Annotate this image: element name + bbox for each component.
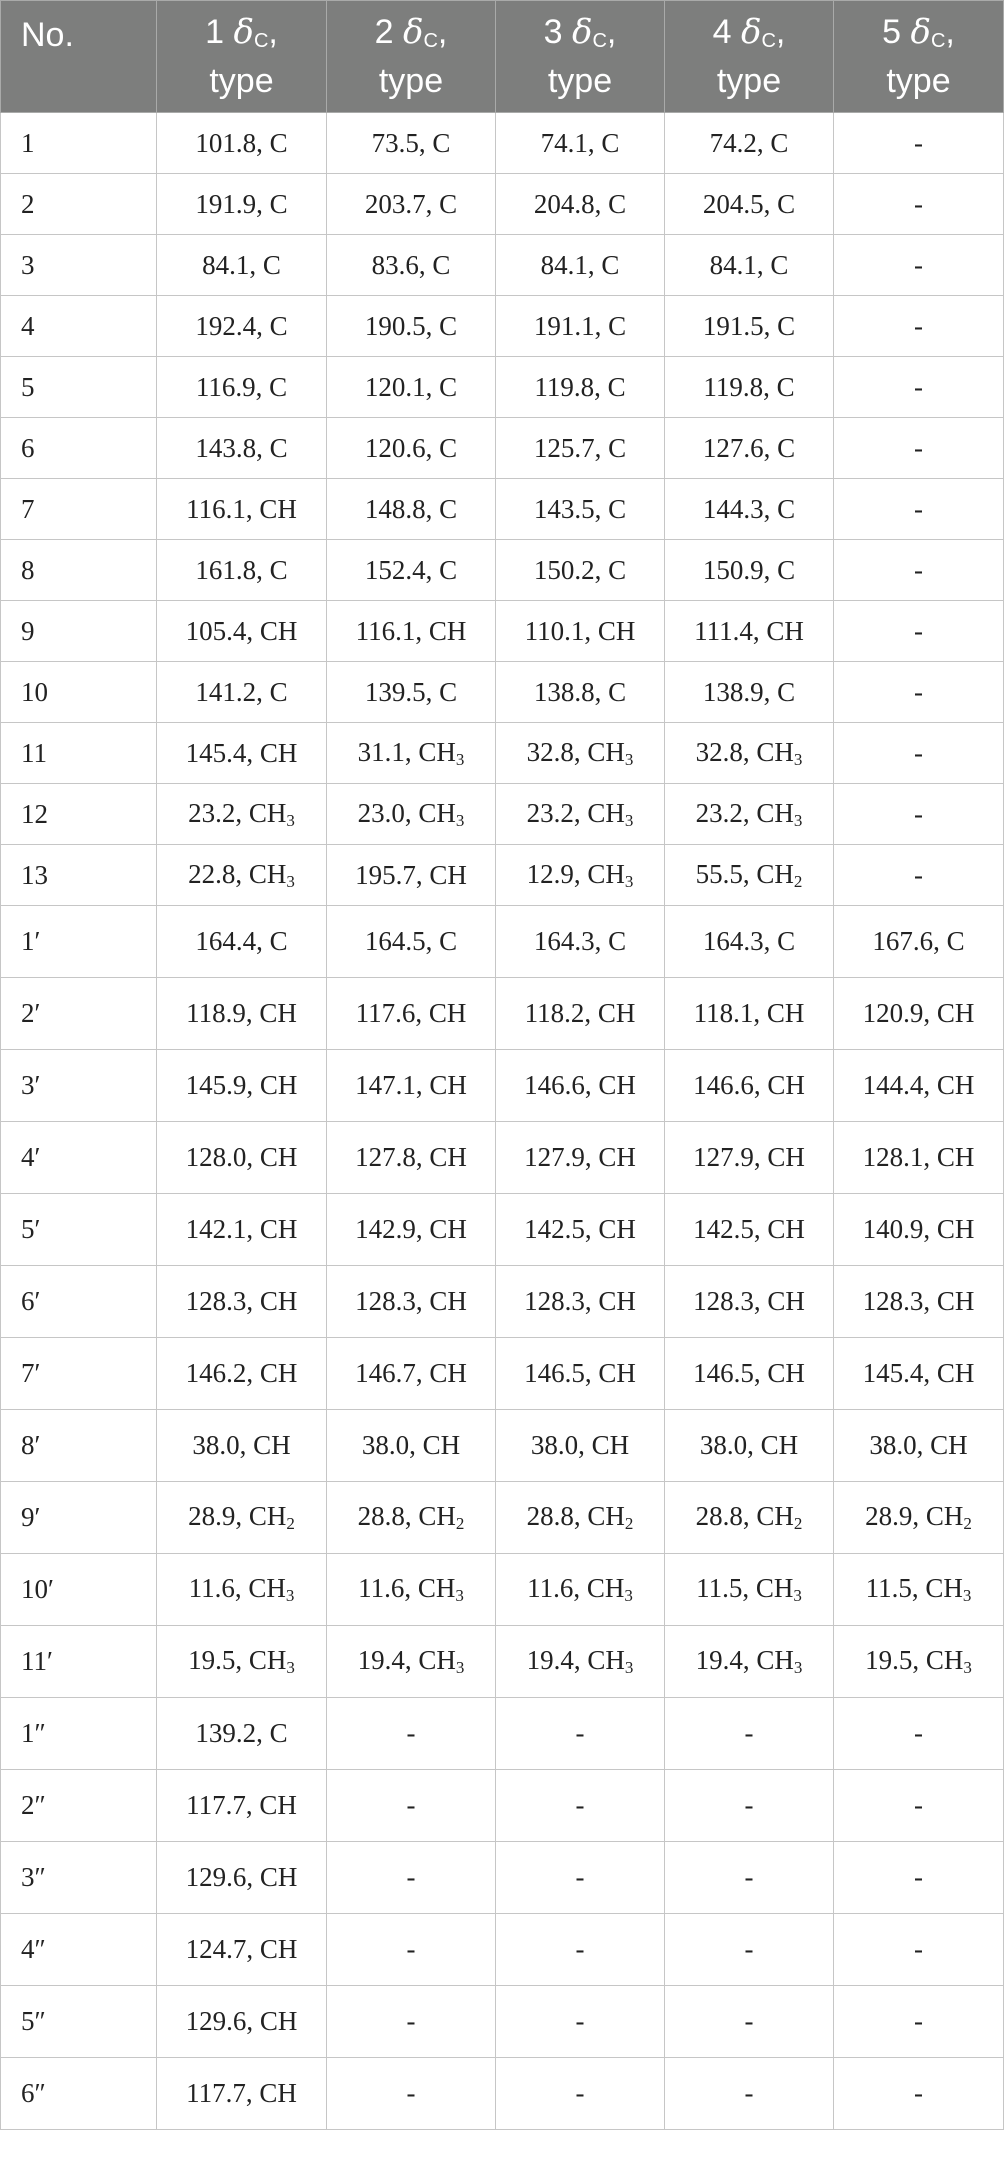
shift-value-cell: - bbox=[665, 1842, 834, 1914]
header-comma: , bbox=[945, 13, 955, 51]
position-number-cell: 7 bbox=[1, 479, 157, 540]
shift-value-cell: - bbox=[834, 1842, 1004, 1914]
shift-value-cell: 147.1, CH bbox=[327, 1050, 496, 1122]
position-number-cell: 10 bbox=[1, 662, 157, 723]
shift-value-cell: - bbox=[834, 1698, 1004, 1770]
shift-value-cell: - bbox=[834, 2058, 1004, 2130]
header-compound-4 bbox=[665, 1, 834, 113]
shift-value-cell: 141.2, C bbox=[157, 662, 327, 723]
shift-value-cell: - bbox=[834, 784, 1004, 845]
shift-value-cell: 127.8, CH bbox=[327, 1122, 496, 1194]
position-number-cell: 5′ bbox=[1, 1194, 157, 1266]
shift-value-cell: - bbox=[665, 1770, 834, 1842]
shift-value-cell: 152.4, C bbox=[327, 540, 496, 601]
shift-value-cell: 125.7, C bbox=[496, 418, 665, 479]
table-row bbox=[1, 662, 1004, 723]
header-compound-2 bbox=[327, 1, 496, 113]
shift-value-cell: - bbox=[496, 1914, 665, 1986]
shift-value-cell: 146.5, CH bbox=[496, 1338, 665, 1410]
table-row bbox=[1, 845, 1004, 906]
shift-value-cell: 83.6, C bbox=[327, 235, 496, 296]
shift-value-cell: 28.9, $CH_2$ bbox=[157, 1482, 327, 1554]
delta-subscript: C bbox=[930, 30, 946, 52]
table-row bbox=[1, 1482, 1004, 1554]
shift-value-cell: 38.0, CH bbox=[496, 1410, 665, 1482]
table-row bbox=[1, 1770, 1004, 1842]
shift-value-cell: 19.5, $CH_3$ bbox=[834, 1626, 1004, 1698]
position-number-cell: 7′ bbox=[1, 1338, 157, 1410]
shift-value-cell: 128.0, CH bbox=[157, 1122, 327, 1194]
table-row bbox=[1, 1266, 1004, 1338]
shift-value-cell: 118.9, CH bbox=[157, 978, 327, 1050]
shift-value-cell: 74.1, C bbox=[496, 113, 665, 174]
shift-value-cell: 23.0, $CH_3$ bbox=[327, 784, 496, 845]
table-row bbox=[1, 1410, 1004, 1482]
table-row bbox=[1, 113, 1004, 174]
shift-value-cell: 144.3, C bbox=[665, 479, 834, 540]
shift-value-cell: 11.5, $CH_3$ bbox=[665, 1554, 834, 1626]
shift-value-cell: 128.3, CH bbox=[157, 1266, 327, 1338]
position-number-cell: 6′ bbox=[1, 1266, 157, 1338]
shift-value-cell: - bbox=[327, 2058, 496, 2130]
shift-value-cell: 19.4, $CH_3$ bbox=[327, 1626, 496, 1698]
shift-value-cell: - bbox=[834, 235, 1004, 296]
shift-value-cell: - bbox=[834, 1770, 1004, 1842]
shift-value-cell: - bbox=[496, 1842, 665, 1914]
shift-value-cell: 120.1, C bbox=[327, 357, 496, 418]
shift-value-cell: 129.6, CH bbox=[157, 1986, 327, 2058]
position-number-cell: 4′ bbox=[1, 1122, 157, 1194]
shift-value-cell: - bbox=[496, 2058, 665, 2130]
shift-value-cell: - bbox=[834, 540, 1004, 601]
shift-value-cell: - bbox=[496, 1770, 665, 1842]
shift-value-cell: 120.6, C bbox=[327, 418, 496, 479]
shift-value-cell: 19.4, $CH_3$ bbox=[665, 1626, 834, 1698]
position-number-cell: 12 bbox=[1, 784, 157, 845]
shift-value-cell: 116.1, CH bbox=[157, 479, 327, 540]
shift-value-cell: 140.9, CH bbox=[834, 1194, 1004, 1266]
shift-value-cell: 145.4, CH bbox=[157, 723, 327, 784]
shift-value-cell: 145.4, CH bbox=[834, 1338, 1004, 1410]
table-row bbox=[1, 1626, 1004, 1698]
shift-value-cell: 150.9, C bbox=[665, 540, 834, 601]
shift-value-cell: 84.1, C bbox=[157, 235, 327, 296]
shift-value-cell: - bbox=[327, 1770, 496, 1842]
delta-subscript: C bbox=[592, 30, 607, 52]
position-number-cell: 4 bbox=[1, 296, 157, 357]
shift-value-cell: 55.5, $CH_2$ bbox=[665, 845, 834, 906]
shift-value-cell: 192.4, C bbox=[157, 296, 327, 357]
table-row bbox=[1, 906, 1004, 978]
shift-value-cell: 12.9, $CH_3$ bbox=[496, 845, 665, 906]
shift-value-cell: 146.6, CH bbox=[665, 1050, 834, 1122]
delta-symbol: δ bbox=[910, 12, 931, 52]
header-type: type bbox=[716, 62, 782, 100]
header-comma: , bbox=[268, 13, 278, 51]
position-number-cell: 8′ bbox=[1, 1410, 157, 1482]
position-number-cell: 3″ bbox=[1, 1842, 157, 1914]
shift-value-cell: - bbox=[665, 1986, 834, 2058]
header-no: No. bbox=[1, 1, 157, 113]
header-type: type bbox=[547, 62, 613, 100]
shift-value-cell: 23.2, $CH_3$ bbox=[665, 784, 834, 845]
shift-value-cell: - bbox=[834, 174, 1004, 235]
compound-number: 5 bbox=[882, 13, 902, 51]
shift-value-cell: 204.8, C bbox=[496, 174, 665, 235]
shift-value-cell: 128.3, CH bbox=[665, 1266, 834, 1338]
shift-value-cell: 138.8, C bbox=[496, 662, 665, 723]
table-row bbox=[1, 1914, 1004, 1986]
shift-value-cell: - bbox=[834, 113, 1004, 174]
table-row bbox=[1, 978, 1004, 1050]
shift-value-cell: 142.1, CH bbox=[157, 1194, 327, 1266]
header-comma: , bbox=[606, 13, 617, 51]
shift-value-cell: 31.1, $CH_3$ bbox=[327, 723, 496, 784]
shift-value-cell: 164.4, C bbox=[157, 906, 327, 978]
shift-value-cell: 116.9, C bbox=[157, 357, 327, 418]
shift-value-cell: 143.5, C bbox=[496, 479, 665, 540]
header-compound-1 bbox=[157, 1, 327, 113]
position-number-cell: 1″ bbox=[1, 1698, 157, 1770]
table-header bbox=[1, 1, 1004, 113]
shift-value-cell: 119.8, C bbox=[496, 357, 665, 418]
shift-value-cell: 129.6, CH bbox=[157, 1842, 327, 1914]
shift-value-cell: 190.5, C bbox=[327, 296, 496, 357]
delta-subscript: C bbox=[253, 30, 269, 52]
position-number-cell: 10′ bbox=[1, 1554, 157, 1626]
shift-value-cell: 164.5, C bbox=[327, 906, 496, 978]
shift-value-cell: - bbox=[327, 1842, 496, 1914]
compound-number: 1 bbox=[205, 13, 225, 51]
shift-value-cell: - bbox=[834, 1986, 1004, 2058]
shift-value-cell: - bbox=[834, 723, 1004, 784]
shift-value-cell: 118.2, CH bbox=[496, 978, 665, 1050]
position-number-cell: 11′ bbox=[1, 1626, 157, 1698]
table-row bbox=[1, 1842, 1004, 1914]
shift-value-cell: 32.8, $CH_3$ bbox=[496, 723, 665, 784]
shift-value-cell: 142.5, CH bbox=[496, 1194, 665, 1266]
shift-value-cell: - bbox=[834, 601, 1004, 662]
shift-value-cell: 28.8, $CH_2$ bbox=[496, 1482, 665, 1554]
shift-value-cell: 128.3, CH bbox=[834, 1266, 1004, 1338]
shift-value-cell: 139.2, C bbox=[157, 1698, 327, 1770]
shift-value-cell: - bbox=[496, 1698, 665, 1770]
shift-value-cell: 146.2, CH bbox=[157, 1338, 327, 1410]
shift-value-cell: 38.0, CH bbox=[327, 1410, 496, 1482]
shift-value-cell: 146.6, CH bbox=[496, 1050, 665, 1122]
shift-value-cell: - bbox=[665, 1698, 834, 1770]
table-row bbox=[1, 723, 1004, 784]
table-row bbox=[1, 601, 1004, 662]
header-comma: , bbox=[775, 13, 786, 51]
shift-value-cell: 38.0, CH bbox=[834, 1410, 1004, 1482]
shift-value-cell: 19.5, $CH_3$ bbox=[157, 1626, 327, 1698]
compound-number: 2 bbox=[374, 13, 394, 51]
table-body bbox=[1, 113, 1004, 2130]
shift-value-cell: 161.8, C bbox=[157, 540, 327, 601]
shift-value-cell: 23.2, $CH_3$ bbox=[496, 784, 665, 845]
shift-value-cell: 128.1, CH bbox=[834, 1122, 1004, 1194]
header-comma: , bbox=[437, 13, 448, 51]
shift-value-cell: 11.5, $CH_3$ bbox=[834, 1554, 1004, 1626]
shift-value-cell: 139.5, C bbox=[327, 662, 496, 723]
compound-number: 4 bbox=[712, 13, 732, 51]
shift-value-cell: - bbox=[834, 1914, 1004, 1986]
shift-value-cell: 110.1, CH bbox=[496, 601, 665, 662]
shift-value-cell: 146.5, CH bbox=[665, 1338, 834, 1410]
shift-value-cell: 19.4, $CH_3$ bbox=[496, 1626, 665, 1698]
shift-value-cell: - bbox=[834, 418, 1004, 479]
table-row bbox=[1, 357, 1004, 418]
delta-subscript: C bbox=[423, 30, 438, 52]
shift-value-cell: 111.4, CH bbox=[665, 601, 834, 662]
position-number-cell: 1′ bbox=[1, 906, 157, 978]
shift-value-cell: 191.9, C bbox=[157, 174, 327, 235]
shift-value-cell: 191.5, C bbox=[665, 296, 834, 357]
shift-value-cell: 118.1, CH bbox=[665, 978, 834, 1050]
shift-value-cell: 117.6, CH bbox=[327, 978, 496, 1050]
shift-value-cell: 11.6, $CH_3$ bbox=[157, 1554, 327, 1626]
shift-value-cell: 144.4, CH bbox=[834, 1050, 1004, 1122]
shift-value-cell: 127.9, CH bbox=[496, 1122, 665, 1194]
shift-value-cell: 142.9, CH bbox=[327, 1194, 496, 1266]
table-row bbox=[1, 1194, 1004, 1266]
shift-value-cell: 119.8, C bbox=[665, 357, 834, 418]
delta-symbol: δ bbox=[740, 12, 762, 52]
shift-value-cell: 150.2, C bbox=[496, 540, 665, 601]
shift-value-cell: 164.3, C bbox=[665, 906, 834, 978]
position-number-cell: 3′ bbox=[1, 1050, 157, 1122]
table-row bbox=[1, 235, 1004, 296]
delta-symbol: δ bbox=[571, 12, 593, 52]
shift-value-cell: 73.5, C bbox=[327, 113, 496, 174]
position-number-cell: 9 bbox=[1, 601, 157, 662]
shift-value-cell: - bbox=[834, 479, 1004, 540]
shift-value-cell: 128.3, CH bbox=[327, 1266, 496, 1338]
header-type: type bbox=[886, 62, 951, 100]
shift-value-cell: - bbox=[834, 845, 1004, 906]
position-number-cell: 3 bbox=[1, 235, 157, 296]
table-row bbox=[1, 418, 1004, 479]
position-number-cell: 4″ bbox=[1, 1914, 157, 1986]
shift-value-cell: 38.0, CH bbox=[665, 1410, 834, 1482]
header-type: type bbox=[209, 62, 274, 100]
shift-value-cell: 128.3, CH bbox=[496, 1266, 665, 1338]
delta-symbol: δ bbox=[402, 12, 424, 52]
table-row bbox=[1, 1554, 1004, 1626]
shift-value-cell: - bbox=[327, 1986, 496, 2058]
shift-value-cell: - bbox=[834, 357, 1004, 418]
position-number-cell: 5″ bbox=[1, 1986, 157, 2058]
table-row bbox=[1, 296, 1004, 357]
shift-value-cell: 22.8, $CH_3$ bbox=[157, 845, 327, 906]
shift-value-cell: 142.5, CH bbox=[665, 1194, 834, 1266]
table-row bbox=[1, 540, 1004, 601]
table-row bbox=[1, 1122, 1004, 1194]
header-compound-5 bbox=[834, 1, 1004, 113]
shift-value-cell: 11.6, $CH_3$ bbox=[496, 1554, 665, 1626]
shift-value-cell: 204.5, C bbox=[665, 174, 834, 235]
position-number-cell: 13 bbox=[1, 845, 157, 906]
shift-value-cell: 32.8, $CH_3$ bbox=[665, 723, 834, 784]
table-row bbox=[1, 1698, 1004, 1770]
shift-value-cell: - bbox=[834, 296, 1004, 357]
table-row bbox=[1, 1986, 1004, 2058]
shift-value-cell: 101.8, C bbox=[157, 113, 327, 174]
shift-value-cell: 145.9, CH bbox=[157, 1050, 327, 1122]
shift-value-cell: 28.9, $CH_2$ bbox=[834, 1482, 1004, 1554]
shift-value-cell: - bbox=[496, 1986, 665, 2058]
position-number-cell: 1 bbox=[1, 113, 157, 174]
shift-value-cell: 191.1, C bbox=[496, 296, 665, 357]
position-number-cell: 5 bbox=[1, 357, 157, 418]
delta-subscript: C bbox=[761, 30, 776, 52]
table-row bbox=[1, 2058, 1004, 2130]
shift-value-cell: 28.8, $CH_2$ bbox=[665, 1482, 834, 1554]
shift-value-cell: - bbox=[665, 2058, 834, 2130]
position-number-cell: 2 bbox=[1, 174, 157, 235]
shift-value-cell: 84.1, C bbox=[665, 235, 834, 296]
shift-value-cell: 146.7, CH bbox=[327, 1338, 496, 1410]
shift-value-cell: - bbox=[327, 1698, 496, 1770]
position-number-cell: 8 bbox=[1, 540, 157, 601]
shift-value-cell: 138.9, C bbox=[665, 662, 834, 723]
shift-value-cell: 117.7, CH bbox=[157, 2058, 327, 2130]
shift-value-cell: 143.8, C bbox=[157, 418, 327, 479]
shift-value-cell: 195.7, CH bbox=[327, 845, 496, 906]
delta-symbol: δ bbox=[233, 12, 254, 52]
shift-value-cell: 167.6, C bbox=[834, 906, 1004, 978]
shift-value-cell: 84.1, C bbox=[496, 235, 665, 296]
table-row bbox=[1, 1338, 1004, 1410]
table-row bbox=[1, 1050, 1004, 1122]
shift-value-cell: - bbox=[327, 1914, 496, 1986]
shift-value-cell: 11.6, $CH_3$ bbox=[327, 1554, 496, 1626]
position-number-cell: 6″ bbox=[1, 2058, 157, 2130]
shift-value-cell: 120.9, CH bbox=[834, 978, 1004, 1050]
shift-value-cell: 23.2, $CH_3$ bbox=[157, 784, 327, 845]
shift-value-cell: 116.1, CH bbox=[327, 601, 496, 662]
shift-value-cell: 127.6, C bbox=[665, 418, 834, 479]
shift-value-cell: 28.8, $CH_2$ bbox=[327, 1482, 496, 1554]
shift-value-cell: 38.0, CH bbox=[157, 1410, 327, 1482]
position-number-cell: 2′ bbox=[1, 978, 157, 1050]
position-number-cell: 9′ bbox=[1, 1482, 157, 1554]
compound-number: 3 bbox=[543, 13, 563, 51]
shift-value-cell: 105.4, CH bbox=[157, 601, 327, 662]
table-row bbox=[1, 784, 1004, 845]
shift-value-cell: 127.9, CH bbox=[665, 1122, 834, 1194]
shift-value-cell: 124.7, CH bbox=[157, 1914, 327, 1986]
header-compound-3 bbox=[496, 1, 665, 113]
header-row bbox=[1, 1, 1004, 113]
shift-value-cell: 148.8, C bbox=[327, 479, 496, 540]
table-row bbox=[1, 479, 1004, 540]
position-number-cell: 6 bbox=[1, 418, 157, 479]
shift-value-cell: - bbox=[665, 1914, 834, 1986]
position-number-cell: 11 bbox=[1, 723, 157, 784]
position-number-cell: 2″ bbox=[1, 1770, 157, 1842]
shift-value-cell: 164.3, C bbox=[496, 906, 665, 978]
table-row bbox=[1, 174, 1004, 235]
shift-value-cell: 203.7, C bbox=[327, 174, 496, 235]
shift-value-cell: - bbox=[834, 662, 1004, 723]
shift-value-cell: 74.2, C bbox=[665, 113, 834, 174]
shift-value-cell: 117.7, CH bbox=[157, 1770, 327, 1842]
header-type: type bbox=[378, 62, 444, 100]
